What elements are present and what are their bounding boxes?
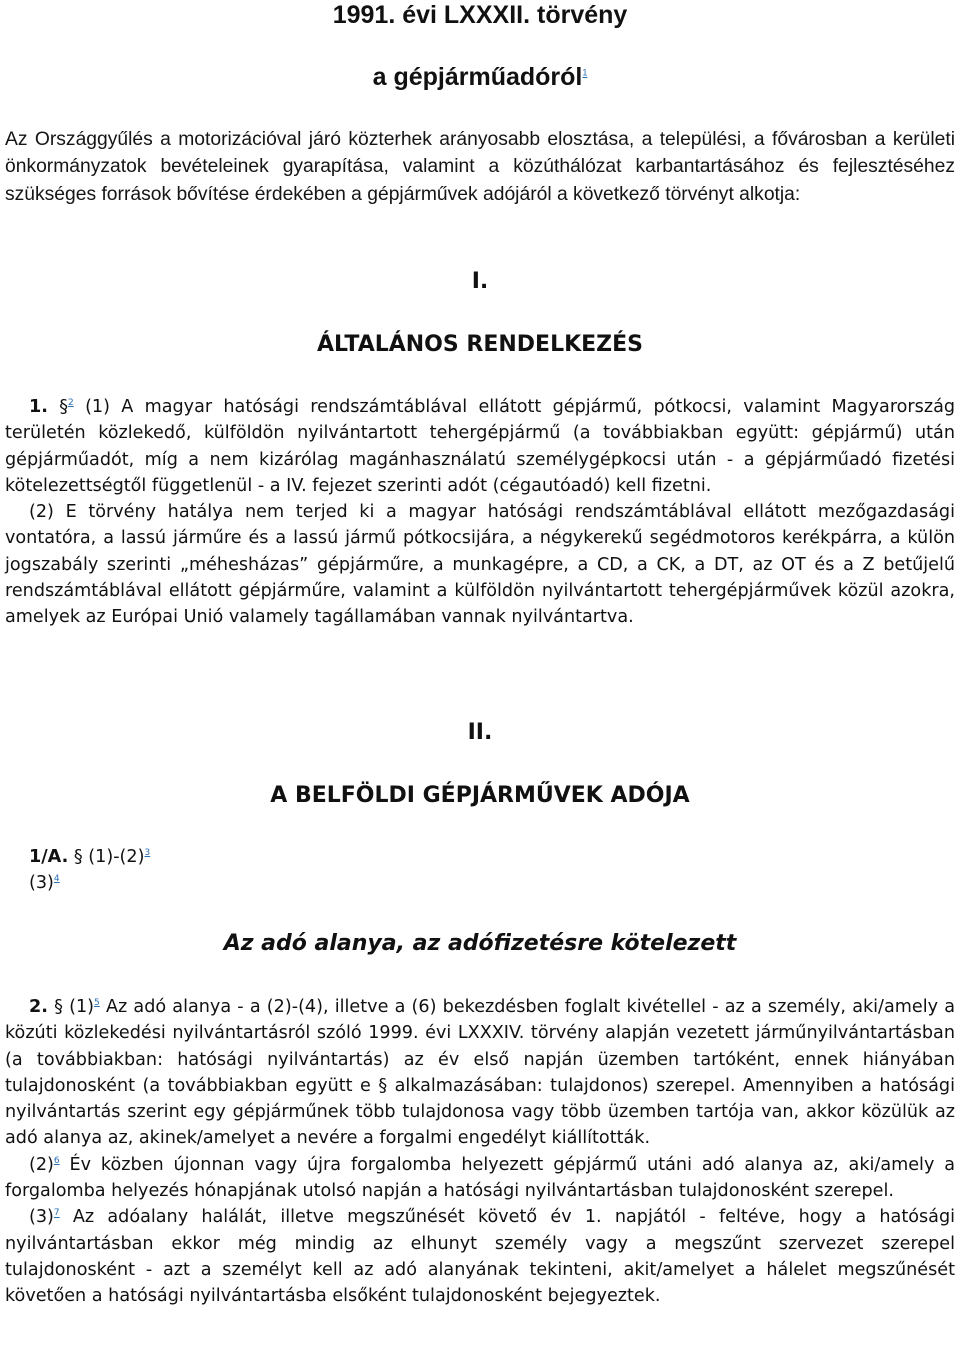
section-number: 1/A. [29,847,69,867]
section-2-paragraph-1 [5,994,955,1152]
paragraph-text: Az adóalany halálát, illetve megszűnését követő év 1. napjától - feltéve, hogy a hatósági nyilvántartásban ekkor még mindig az elhunyt személy vagy a megszűnt szervezet szerepel tulajdonosként - azt a személyt kell az adó alanyának tekinteni, akit/amelyet a hálelet megszűnését követően a hatósági nyilvántartásba elsőként tulajdonosként bejegyeztek. [5,1207,955,1307]
paragraph-text: Év közben újonnan vagy újra forgalomba helyezett gépjármű utáni adó alanya az, aki/amely a forgalomba helyezés hónapjának utolsó napján a hatósági nyilvántartásban tulajdonosként szerepel. [5,1154,956,1202]
paragraph-label: (1) [69,997,95,1017]
footnote-link[interactable]: 4 [53,874,60,885]
paragraph-label: (2) [29,1154,54,1175]
paragraph-label: (3) [29,1207,54,1228]
section-sign: § [54,997,63,1017]
section-sign: § [59,397,69,417]
section-number: 1. [29,397,48,417]
paragraph-label: (3) [29,873,54,894]
paragraph-text: Az adó alanya - a (2)-(4), illetve a (6) bekezdésben foglalt kivétellel - az a személy, aki/amely a közúti közlekedési nyilvántartásról szóló 1999. évi LXXXIV. törvény alapján vezetett járműnyilvántartásban (a továbbiakban: hatósági nyilvántartás) az év első napján üzemben tartóként, ennek hiányában tulajdonosként (a továbbiakban együtt e § alkalmazásában: tulajdonos) szerepel. Amennyiben a hatósági nyilvántartás szerint egy gépjárműnek több tulajdonosa vagy több üzemben tartója van, akkor közülük az adó alanya az, akinek/amelyet a nevére a forgalmi engedélyt kiállították. [5,997,955,1149]
part-i-numeral: I. [471,269,489,294]
law-title [0,62,960,92]
section-1a-line-2 [5,870,955,896]
part-ii-numeral: II. [467,720,493,745]
section-2 [5,994,955,1310]
law-title-text: a gépjárműadóról [372,63,583,91]
section-sign: § [73,847,83,867]
section-1a [5,844,955,897]
footnote-link[interactable]: 3 [144,848,151,859]
section-2-paragraph-2 [5,1152,955,1205]
section-1a-line-1 [5,844,955,870]
section-number: 2. [29,997,48,1017]
law-number [0,0,960,30]
paragraph-range: (1)-(2) [88,847,145,867]
section-1-paragraph-1 [5,394,955,499]
law-number-text: 1991. évi LXXXII. törvény [332,1,628,29]
subtitle-tax-subject: Az adó alanya, az adófizetésre kötelezett [223,931,737,956]
part-i-title: ÁLTALÁNOS RENDELKEZÉS [317,332,643,357]
preamble: Az Országgyűlés a motorizációval járó közterhek arányosabb elosztása, a települési, a fővárosban a kerületi önkormányzatok bevételeinek gyarapítása, valamint a közúthálózat karbantartásához és fejlesztéséhez szükséges források bővítése érdekében a gépjárművek adójáról a következő törvényt alkotja: [5,129,955,205]
footnote-link[interactable]: 1 [582,67,588,78]
section-1-paragraph-2: (2) E törvény hatálya nem terjed ki a magyar hatósági rendszámtáblával ellátott mezőgazdasági vontatóra, a lassú járműre és a lassú jármű pótkocsijára, a négykerekű segédmotoros kerékpárra, a külön jogszabály szerinti „méhesházas” gépjárműre, a munkagépre, a CD, a CK, a DT, az OT és a Z betűjelű rendszámtáblával ellátott gépjárműre, valamint a külföldön nyilvántartott tehergépjárművek közül azokra, amelyek az Európai Unió valamely tagállamában vannak nyilvántartva. [5,502,955,628]
footnote-link[interactable]: 6 [53,1155,60,1166]
footnote-link[interactable]: 5 [94,998,100,1009]
section-2-paragraph-3 [5,1204,955,1309]
part-ii-title: A BELFÖLDI GÉPJÁRMŰVEK ADÓJA [270,783,690,808]
paragraph-text: (1) A magyar hatósági rendszámtáblával ellátott gépjármű, pótkocsi, valamint Magyarország területén közlekedő, külföldön nyilvántartott tehergépjármű (a továbbiakban együtt: gépjármű) után gépjárműadót, míg a nem kizárólag magánhasználatú személygépkocsi után - a gépjárműadó fizetési kötelezettségtől függetlenül - a IV. fejezet szerinti adót (cégautóadó) kell fizetni. [5,397,956,496]
footnote-link[interactable]: 7 [53,1208,60,1219]
section-1 [5,394,955,631]
footnote-link[interactable]: 2 [68,398,74,409]
